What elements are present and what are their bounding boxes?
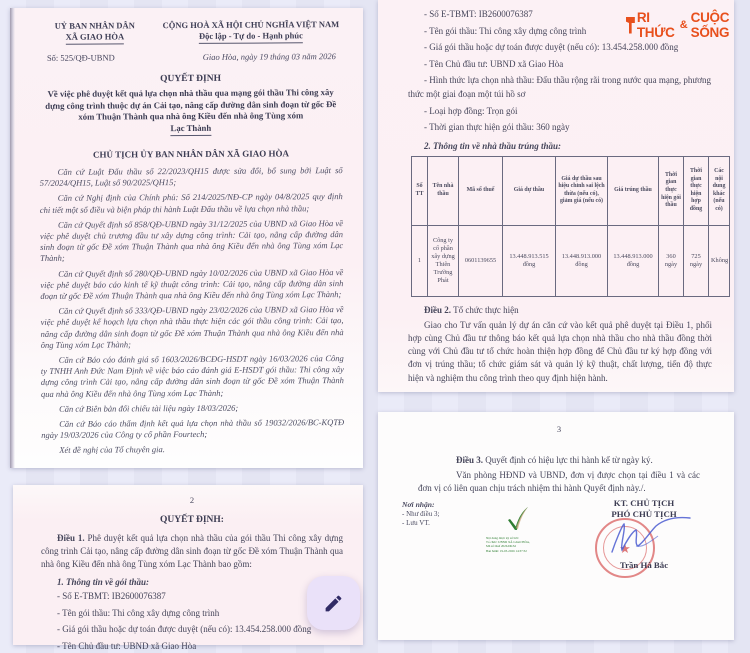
national-motto-line2: Độc lập - Tự do - Hạnh phúc bbox=[199, 30, 303, 44]
document-page-2-continued bbox=[378, 0, 734, 392]
digisig-line: Nội dung được ký số bởi: bbox=[486, 536, 519, 540]
digisig-line: Mã số thuế 2026.DKS2 bbox=[486, 544, 517, 549]
col-header: Giá dự thầu bbox=[503, 156, 556, 225]
cell-contract-duration: 725 ngày bbox=[684, 225, 709, 296]
org-name-line2: XÃ GIAO HÒA bbox=[66, 31, 125, 44]
recital: Căn cứ Quyết định số 333/QĐ-UBND ngày 23/02/2026 của UBND xã Giao Hòa về việc phê duyệt kế hoạch lựa chọn nhà thầu thực hiện các gói thầu công trình: Cải tạo, nâng cấp đường dân sinh đoạn từ gốc Đề xóm Thuận Thành qua nhà ông Kiều đến nhà ông Tùng xóm Lạc Thành; bbox=[40, 304, 344, 350]
article3-body: Văn phòng HĐND và UBND, đơn vị được chọn tại điều 1 và các đơn vị có liên quan chịu trách nhiệm thi hành Quyết định này./. bbox=[418, 470, 700, 493]
cell-package-duration: 360 ngày bbox=[659, 225, 684, 296]
table-header-row bbox=[412, 156, 730, 225]
document-page-1 bbox=[10, 8, 363, 468]
green-check-icon bbox=[504, 506, 534, 536]
recital: Căn cứ Quyết định số 280/QĐ-UBND ngày 10/02/2026 của UBND xã Giao Hòa về việc phê duyệt báo cáo kinh tế kỹ thuật công trình: Cải tạo, nâng cấp đường dân sinh đoạn từ gốc Đề xóm Thuận Thành qua nhà ông Kiều đến nhà ông Tùng xóm Lạc Thành; bbox=[40, 266, 344, 301]
document-page-3 bbox=[378, 412, 734, 640]
digisig-line: Ban hành: 19-03-2026 14:37:32 bbox=[486, 548, 527, 553]
section1-heading: 1. Thông tin về gói thầu: bbox=[57, 577, 150, 587]
package-info-item: - Số E-TBMT: IB2600076387 bbox=[57, 591, 166, 601]
article3-text: Quyết định có hiệu lực thi hành kể từ ngày ký. bbox=[485, 455, 653, 465]
signer-name: Trần Hà Bắc bbox=[619, 560, 669, 570]
package-info-item: - Tên gói thầu: Thi công xây dựng công trình bbox=[424, 25, 587, 36]
logo-t-icon bbox=[626, 17, 635, 34]
package-info-item: - Giá gói thầu hoặc dự toán được duyệt (nếu có): 13.454.258.000 đồng bbox=[424, 42, 679, 53]
col-header: Giá dự thầu sau hiệu chỉnh sai lệch thừa (nếu có), giảm giá (nếu có) bbox=[556, 156, 608, 225]
digital-signature-mark bbox=[486, 506, 566, 553]
cell-other: Không bbox=[709, 225, 730, 296]
col-header: Thời gian thực hiện hợp đồng bbox=[684, 156, 709, 225]
document-number: Số: 525/QĐ-UBND bbox=[46, 52, 115, 63]
recital: Xét đề nghị của Tổ chuyên gia. bbox=[59, 444, 165, 456]
recital: Căn cứ Báo cáo đánh giá số 1603/2026/BCĐG-HSDT ngày 16/03/2026 của Công ty TNHH Anh Đức Nam Định về việc báo cáo đánh giá E-HSDT gói thầu: Thi công xây dựng công trình Cải tạo, nâng cấp đường dân sinh đoạn từ gốc Đề xóm Thuận Thành qua nhà ông Kiều đến nhà ông Tùng xóm Lạc Thành; bbox=[40, 353, 344, 399]
cell-tax-code: 0601139655 bbox=[459, 225, 503, 296]
col-header: Giá trúng thầu bbox=[608, 156, 659, 225]
package-info-item: - Loại hợp đồng: Trọn gói bbox=[424, 105, 518, 116]
signer-title-2: PHÓ CHỦ TỊCH bbox=[611, 509, 677, 519]
package-info-item: - Hình thức lựa chọn nhà thầu: Đấu thầu rộng rãi trong nước qua mạng, phương thức một giai đoạn một túi hồ sơ bbox=[408, 75, 711, 99]
cell-winning-price: 13.448.913.000 đồng bbox=[608, 225, 659, 296]
col-header: Tên nhà thầu bbox=[428, 156, 459, 225]
package-info-item: - Giá gói thầu hoặc dự toán được duyệt (nếu có): 13.454.258.000 đồng bbox=[57, 624, 312, 635]
recital: Căn cứ Quyết định số 858/QĐ-UBND ngày 31/12/2025 của UBND xã Giao Hòa về việc phê duyệt chủ trương đầu tư xây dựng công trình: Cải tạo, nâng cấp đường dân sinh đoạn từ gốc Đề xóm Thuận Thành qua nhà ông Kiều đến nhà ông Tùng xóm Lạc Thành; bbox=[39, 217, 344, 264]
decision-subtitle-underlined: Lạc Thành bbox=[171, 122, 212, 136]
issuing-authority: CHỦ TỊCH ỦY BAN NHÂN DÂN XÃ GIAO HÒA bbox=[92, 148, 290, 160]
col-header: Số TT bbox=[412, 156, 428, 225]
org-name-line1: UỶ BAN NHÂN DÂN bbox=[54, 20, 135, 31]
digisig-line: Tổ chức: UBND XÃ GIAO HÒA, bbox=[486, 540, 530, 545]
table-row bbox=[412, 225, 730, 296]
recipients-block bbox=[402, 500, 439, 529]
article2-label: Điều 2. bbox=[424, 304, 451, 315]
edit-button[interactable] bbox=[307, 576, 360, 630]
col-header: Các nội dung khác (nếu có) bbox=[709, 156, 730, 225]
section2-heading: 2. Thông tin về nhà thầu trúng thầu: bbox=[424, 140, 562, 151]
package-info-item: - Tên gói thầu: Thi công xây dựng công trình bbox=[57, 607, 220, 618]
page1-header bbox=[39, 19, 342, 45]
article3-label: Điều 3. bbox=[456, 455, 483, 465]
package-info-item: - Số E-TBMT: IB2600076387 bbox=[424, 9, 533, 19]
place-and-date: Giao Hòa, ngày 19 tháng 03 năm 2026 bbox=[202, 51, 336, 62]
star-icon: ★ bbox=[619, 540, 631, 556]
col-header: Mã số thuế bbox=[459, 156, 503, 225]
recital: Căn cứ Báo cáo thẩm định kết quả lựa chọn nhà thầu số 19032/2026/BC-KQTĐ ngày 19/03/2026 của Công ty cổ phần Fourtech; bbox=[41, 417, 345, 441]
cell-contractor: Công ty cổ phần xây dựng Thiên Trường Phát bbox=[428, 225, 459, 296]
col-header: Thời gian thực hiện gói thầu bbox=[659, 156, 684, 225]
cell-adjusted-price: 13.448.913.000 đồng bbox=[556, 225, 608, 296]
logo-text-2: CUỘC SỐNG bbox=[690, 10, 730, 40]
logo-ampersand: & bbox=[679, 19, 688, 31]
cell-bid-price: 13.448.913.515 đồng bbox=[503, 225, 556, 296]
logo-text-1: RI THỨC bbox=[636, 10, 675, 40]
cell-stt: 1 bbox=[412, 225, 428, 296]
article2-title: Tổ chức thực hiện bbox=[453, 304, 519, 315]
signer-title-1: KT. CHỦ TỊCH bbox=[613, 498, 675, 508]
decision-title: QUYẾT ĐỊNH bbox=[160, 73, 221, 85]
recital: Căn cứ Biên bản đối chiếu tài liệu ngày 18/03/2026; bbox=[59, 402, 239, 414]
package-info-item: - Tên Chủ đầu tư: UBND xã Giao Hòa bbox=[57, 640, 197, 651]
national-motto-line1: CỘNG HOÀ XÃ HỘI CHỦ NGHĨA VIỆT NAM bbox=[162, 19, 340, 31]
page-number: 2 bbox=[189, 495, 195, 505]
package-info-item: - Thời gian thực hiện gói thầu: 360 ngày bbox=[424, 122, 570, 133]
package-info-item: - Tên Chủ đầu tư: UBND xã Giao Hòa bbox=[424, 58, 564, 69]
site-logo bbox=[626, 10, 750, 40]
article1-text: Phê duyệt kết quả lựa chọn nhà thầu của gói thầu Thi công xây dựng công trình Cải tạo, nâng cấp đường dân sinh đoạn từ gốc Đề xóm Thuận Thành qua nhà ông Kiều đến nhà ông Tùng xóm Lạc Thành bao gồm: bbox=[41, 533, 344, 569]
page-number: 3 bbox=[556, 424, 562, 434]
recipient-item: - Lưu VT. bbox=[402, 519, 430, 527]
decision-heading: QUYẾT ĐỊNH: bbox=[160, 515, 224, 525]
handwritten-signature bbox=[606, 512, 696, 564]
pencil-icon bbox=[323, 593, 344, 614]
recipients-heading: Nơi nhận: bbox=[402, 500, 435, 509]
recital: Căn cứ Nghị định của Chính phủ: Số 214/2025/NĐ-CP ngày 04/8/2025 quy định chi tiết một số điều và biện pháp thi hành Luật Đấu thầu về lựa chọn nhà thầu; bbox=[39, 191, 343, 215]
decision-subtitle: Về việc phê duyệt kết quả lựa chọn nhà thầu qua mạng gói thầu Thi công xây dựng công trình thuộc dự án Cải tạo, nâng cấp đường dân sinh đoạn từ gốc Đề xóm Thuận Thành qua nhà ông Kiều đến nhà ông Tùng xóm bbox=[45, 87, 337, 122]
article2-body: Giao cho Tư vấn quản lý dự án căn cứ vào kết quả phê duyệt tại Điều 1, phối hợp cùng Chủ đầu tư thông báo kết quả lựa chọn nhà thầu cho nhà thầu đồng thời cùng với Chủ đầu tư tổ chức hoàn thiện hợp đồng để Chủ đầu tư ký hợp đồng với đơn vị trúng thầu; tổ chức giám sát và quản lý kỹ thuật, chất lượng, tiến độ thực hiện và nghiệm thu công trình theo quy định hiện hành. bbox=[408, 319, 712, 383]
article1-label: Điều 1. bbox=[57, 533, 85, 543]
recital: Căn cứ Luật Đấu thầu số 22/2023/QH15 được sửa đổi, bổ sung bởi Luật số 57/2024/QH15, Luật số 90/2025/QH15; bbox=[39, 165, 343, 189]
winning-bidder-table bbox=[411, 156, 730, 297]
recipient-item: - Như điều 3; bbox=[402, 509, 440, 518]
